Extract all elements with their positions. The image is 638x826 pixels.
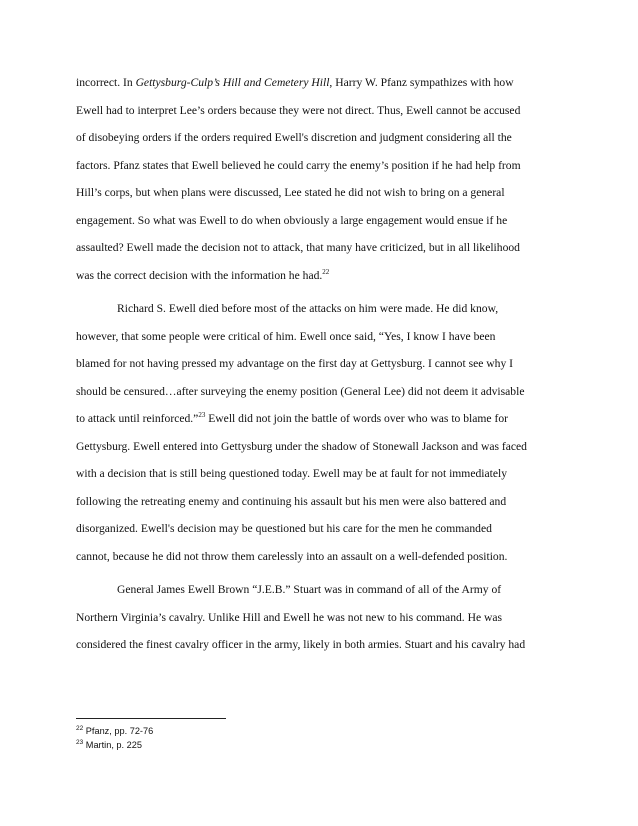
text-line: blamed for not having pressed my advantage on the first day at Gettysburg. I cannot see why I [76,357,514,370]
footnote-separator [76,718,226,719]
footnote [76,738,153,752]
text-line: with a decision that is still being questioned today. Ewell may be at fault for not immediately [76,467,508,480]
text-line: engagement. So what was Ewell to do when obviously a large engagement would ensue if he [76,213,508,227]
text-line: however, that some people were critical of him. Ewell once said, “Yes, I know I have been [76,329,496,343]
text-line: cannot, because he did not throw them carelessly into an assault on a well-defended position. [76,549,508,563]
text-run: incorrect. In [76,76,136,89]
text-line: factors. Pfanz states that Ewell believed he could carry the enemy’s position if he had help from [76,158,521,172]
text-run: , Harry W. Pfanz sympathizes with how [329,76,514,89]
paragraph-3 [76,576,572,659]
text-run: Ewell did not join the battle of words over who was to blame for [205,412,508,425]
text-line [76,405,572,433]
footnote-number: 23 [76,739,84,746]
text-line: following the retreating enemy and continuing his assault but his men were also battered and [76,494,507,508]
text-run: was the correct decision with the information he had. [76,268,323,282]
text-line: General James Ewell Brown “J.E.B.” Stuart was in command of all of the Army of [117,583,502,596]
footnotes [76,724,153,752]
text-run: to attack until reinforced.” [76,412,199,425]
text-line: assaulted? Ewell made the decision not to attack, that many have criticized, but in all likelihood [76,241,520,254]
body-text [76,69,572,659]
text-line: Richard S. Ewell died before most of the attacks on him were made. He did know, [117,302,499,315]
text-line: disorganized. Ewell's decision may be questioned but his care for the men he commanded [76,522,492,535]
text-line: Ewell had to interpret Lee’s orders because they were not direct. Thus, Ewell cannot be accused [76,103,521,117]
text-line: should be censured…after surveying the enemy position (General Lee) did not deem it advisable [76,384,525,398]
text-line [76,262,572,290]
text-line: Hill’s corps, but when plans were discussed, Lee stated he did not wish to bring on a general [76,186,505,199]
paragraph-2 [76,295,572,570]
book-title: Gettysburg-Culp’s Hill and Cemetery Hill [135,76,330,89]
footnote-text: Pfanz, pp. 72-76 [83,726,154,736]
text-line: considered the finest cavalry officer in the army, likely in both armies. Stuart and his cavalry had [76,638,526,651]
text-line: Gettysburg. Ewell entered into Gettysburg under the shadow of Stonewall Jackson and was faced [76,439,527,453]
footnote-text: Martin, p. 225 [83,740,142,750]
footnote [76,724,153,738]
text-line [76,69,572,97]
footnote-ref: 23 [198,411,206,419]
text-line: of disobeying orders if the orders required Ewell's discretion and judgment considering all the [76,131,512,144]
footnote-ref: 22 [322,267,330,276]
footnote-number: 22 [76,725,84,732]
text-line: Northern Virginia’s cavalry. Unlike Hill and Ewell he was not new to his command. He was [76,610,503,624]
paragraph-1 [76,69,572,289]
